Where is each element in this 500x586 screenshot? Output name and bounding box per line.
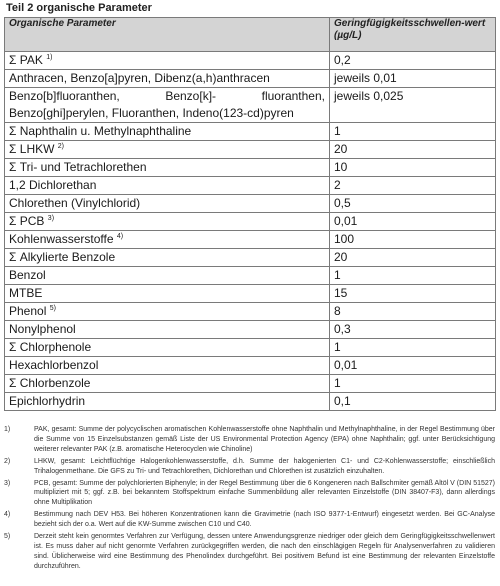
threshold-value-cell: 100 [330,231,496,249]
parameter-name: Epichlorhydrin [9,394,86,408]
sum-symbol: Σ [9,142,17,156]
parameter-name-cell [5,159,330,177]
parameter-name: Benzol [9,268,46,282]
footnote-number: 4) [4,511,11,519]
table-row [5,339,496,357]
footnote-text: PAK, gesamt: Summe der polycyclischen aromatischen Kohlenwasserstoffe ohne Naphthalin und Methylnaphthaline, in der Regel Bestimmung über die Summe von 15 Einzelsubstanzen gemäß Liste der US Environmental Protection Agency (EPA) ohne Naphthalin; ggf. unter Berücksichtigung weiterer relevanter PAK (z.B. aromatische Heterocyclen wie Chinoline) [34,426,495,453]
parameter-name-cell [5,267,330,285]
parameter-name: Kohlenwasserstoffe [9,232,114,246]
footnotes [4,425,495,574]
footnote [4,457,495,477]
parameter-name-cell [5,141,330,159]
parameter-name: Hexachlorbenzol [9,358,99,372]
parameter-name: Chlorphenole [19,340,92,354]
table-row [5,70,496,88]
parameter-name-cell [5,213,330,231]
table-row [5,52,496,70]
table-row [5,88,496,123]
threshold-value-cell: 0,2 [330,52,496,70]
threshold-value-cell: 2 [330,177,496,195]
threshold-value-cell: jeweils 0,025 [330,88,496,123]
parameter-name-cell [5,177,330,195]
table-row [5,285,496,303]
threshold-value-cell: 1 [330,123,496,141]
table-row [5,159,496,177]
table-row [5,141,496,159]
threshold-value-cell: 0,1 [330,393,496,411]
parameter-table [4,17,496,411]
parameter-name: Naphthalin u. Methylnaphthaline [19,124,192,138]
parameter-name-cell [5,303,330,321]
footnote-reference: 5) [49,305,56,312]
threshold-value-cell: 1 [330,267,496,285]
parameter-name-cell [5,52,330,70]
threshold-value-cell: 1 [330,339,496,357]
footnote-reference: 1) [46,54,53,61]
parameter-name-cell [5,123,330,141]
footnote-number: 2) [4,457,11,465]
sum-symbol: Σ [9,214,17,228]
threshold-value-cell: 0,01 [330,357,496,375]
table-row [5,393,496,411]
parameter-name: Chlorethen (Vinylchlorid) [9,196,141,210]
parameter-name: MTBE [9,286,43,300]
table-row [5,321,496,339]
table-row [5,195,496,213]
threshold-value-cell: 1 [330,375,496,393]
parameter-name: Alkylierte Benzole [19,250,116,264]
table-row [5,177,496,195]
threshold-value-cell: 20 [330,249,496,267]
parameter-name: 1,2 Dichlorethan [9,178,97,192]
table-row [5,213,496,231]
footnote [4,479,495,509]
footnote [4,510,495,530]
table-row [5,375,496,393]
sum-symbol: Σ [9,250,17,264]
parameter-name: Nonylphenol [9,322,76,336]
parameter-name: Benzo[b]fluoranthen, Benzo[k]- fluoranthen, Benzo[ghi]perylen, Fluoranthen, Indeno(123-cd)pyren [9,89,325,120]
parameter-name: PAK [19,53,43,67]
footnote-reference: 2) [57,143,65,150]
parameter-name: Phenol [9,304,47,318]
parameter-name-cell [5,70,330,88]
page-title: Teil 2 organische Parameter [6,2,152,14]
threshold-value-cell: 0,3 [330,321,496,339]
threshold-value-cell: 8 [330,303,496,321]
parameter-name-cell [5,357,330,375]
parameter-name-cell [5,231,330,249]
parameter-name-cell [5,339,330,357]
threshold-value-cell: 0,01 [330,213,496,231]
parameter-name: Chlorbenzole [19,376,91,390]
sum-symbol: Σ [9,53,17,67]
threshold-value-cell: 0,5 [330,195,496,213]
parameter-name-cell [5,88,330,123]
header-threshold: Geringfügigkeitsschwellen-wert (µg/L) [330,18,496,52]
footnote-reference: 4) [116,233,124,240]
footnote [4,532,495,572]
parameter-name-cell [5,285,330,303]
sum-symbol: Σ [9,160,17,174]
table-body [5,52,496,411]
parameter-name-cell [5,321,330,339]
table-row [5,267,496,285]
sum-symbol: Σ [9,376,17,390]
header-parameter: Organische Parameter [5,18,330,52]
footnote-text: PCB, gesamt: Summe der polychlorierten Biphenyle; in der Regel Bestimmung über die 6 Kongeneren nach Ballschmiter gemäß Altöl V (DIN 51527) multipliziert mit 5; ggf. z.B. bei bekanntem Stoffspektrum einfache Summenbildung aller relevanten Einzelstoffe (DIN 38407-F3), dann allerdings ohne Multiplikation [34,479,495,507]
parameter-name-cell [5,195,330,213]
footnote-text: Derzeit steht kein genormtes Verfahren zur Verfügung, dessen untere Anwendungsgrenze niedriger oder gleich dem Geringfügigkeitsschwellenwert ist. Es muss daher auf nicht genormte Verfahren zurückgegriffen werden, die nach den einschlägigen Regeln für Analysenverfahren zu validieren sind. Üblicherweise wird eine Bestimmung des Phenolindex durchgeführt. Bei positivem Befund ist eine Bestimmung der relevanten Einzelstoffe durchzuführen. [34,533,495,570]
sum-symbol: Σ [9,340,17,354]
sum-symbol: Σ [9,124,17,138]
table-row [5,123,496,141]
table-row [5,231,496,249]
parameter-name-cell [5,375,330,393]
parameter-name: Anthracen, Benzo[a]pyren, Dibenz(a,h)anthracen [9,71,270,85]
footnote-text: LHKW, gesamt: Leichtflüchtige Halogenkohlenwasserstoffe, d.h. Summe der halogenierten C1- und C2-Kohlenwasserstoffe; einschließlich Trihalogenmethane. Die GFS zu Tri- und Tetrachlorethen, Dichlorethan und Chlorethen ist zusätzlich einzuhalten. [34,457,495,475]
threshold-value-cell: 20 [330,141,496,159]
footnote-text: Bestimmung nach DEV H53. Bei höheren Konzentrationen kann die Gravimetrie (nach ISO 9377-1-Entwurf) eingesetzt werden. Bei GC-Analyse bezieht sich der o.a. Wert auf die KW-Summe zwischen C10 und C40. [34,511,495,529]
footnote-reference: 3) [47,215,55,222]
footnote [4,425,495,455]
footnote-number: 5) [4,533,11,541]
parameter-name-cell [5,393,330,411]
table-row [5,303,496,321]
parameter-name-cell [5,249,330,267]
threshold-value-cell: jeweils 0,01 [330,70,496,88]
footnote-number: 3) [4,479,11,487]
parameter-name: LHKW [19,142,55,156]
table-row [5,357,496,375]
threshold-value-cell: 15 [330,285,496,303]
parameter-name: PCB [19,214,45,228]
parameter-name: Tri- und Tetrachlorethen [19,160,147,174]
table-row [5,249,496,267]
threshold-value-cell: 10 [330,159,496,177]
table-header-row [5,18,496,52]
footnote-number: 1) [4,426,11,433]
